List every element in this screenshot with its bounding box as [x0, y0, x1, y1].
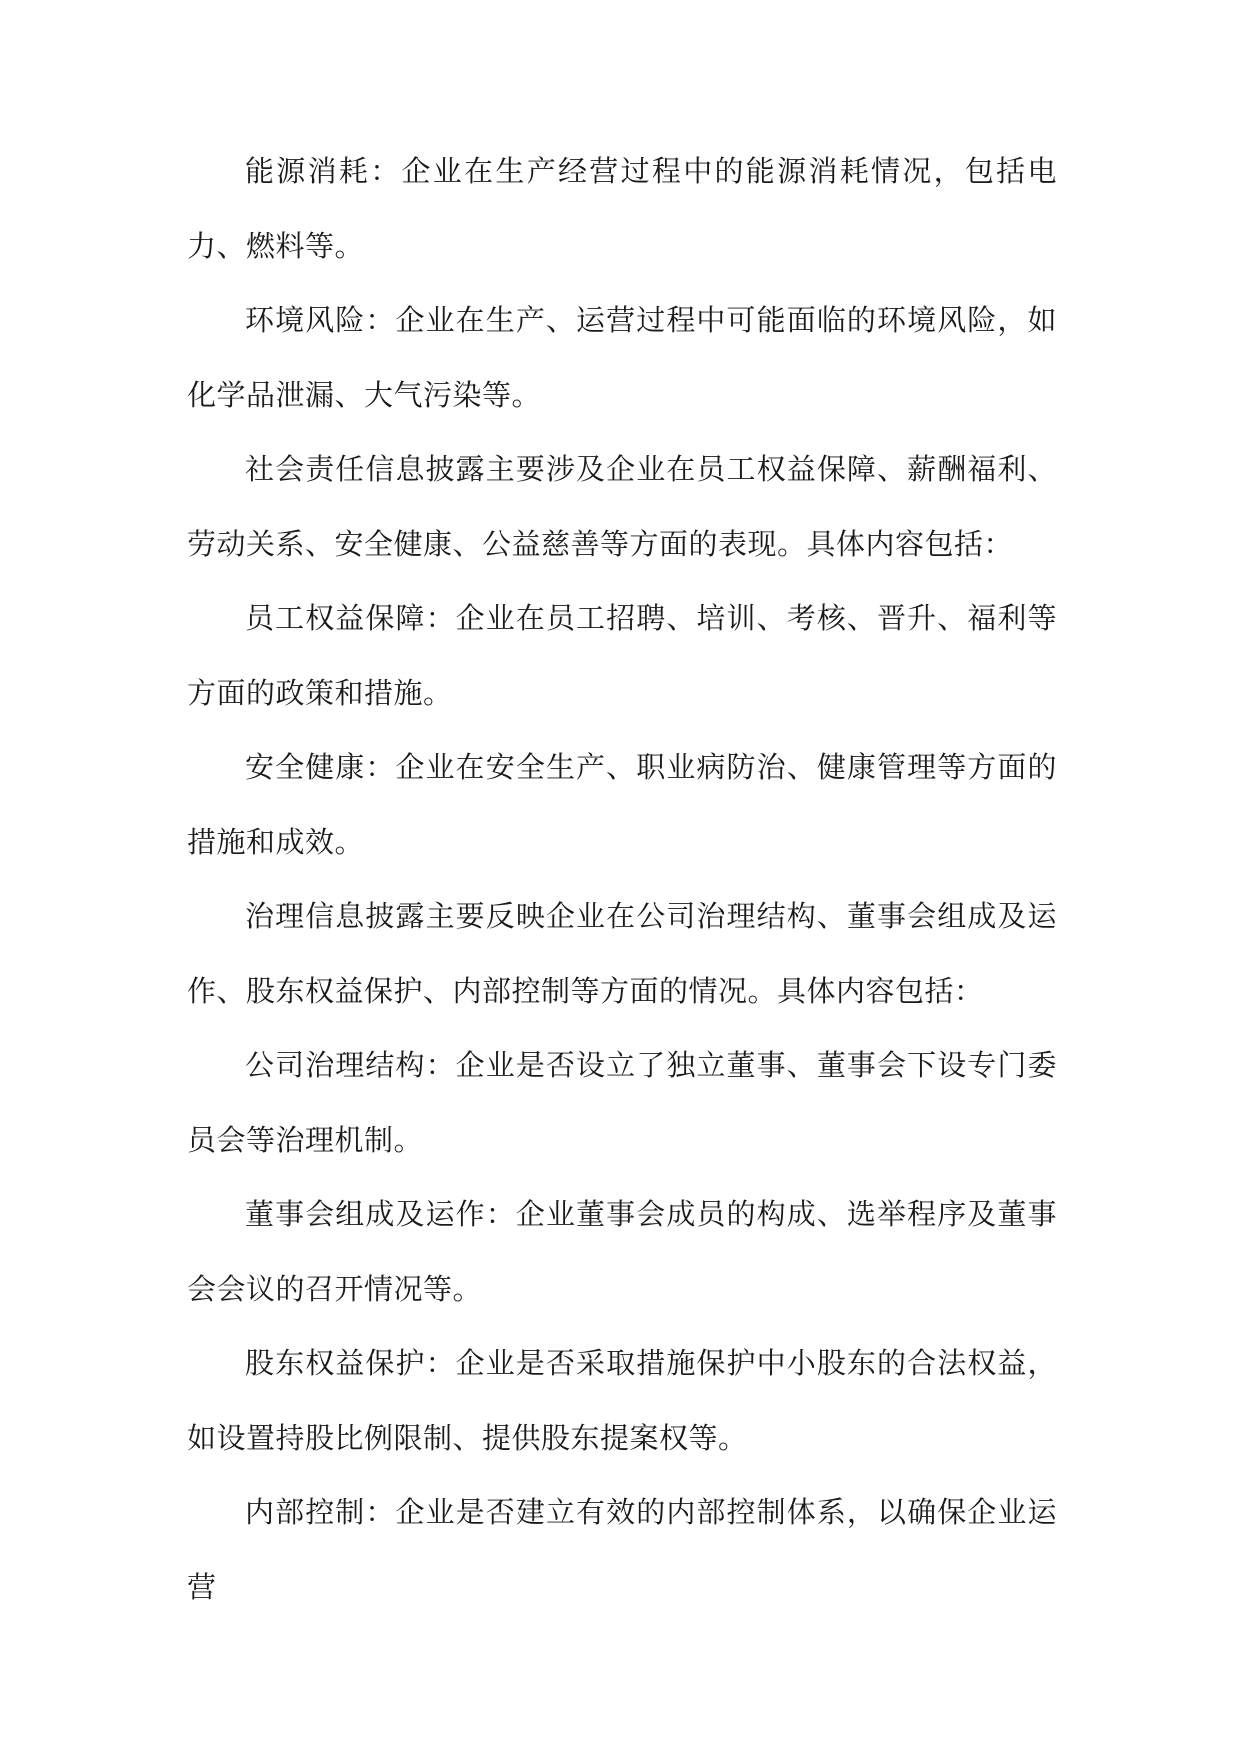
paragraph-energy-consumption: 能源消耗：企业在生产经营过程中的能源消耗情况，包括电力、燃料等。: [187, 154, 1057, 263]
paragraph-environmental-risk: 环境风险：企业在生产、运营过程中可能面临的环境风险，如化学品泄漏、大气污染等。: [187, 303, 1057, 412]
paragraph-internal-control: 内部控制：企业是否建立有效的内部控制体系，以确保企业运营: [187, 1495, 1057, 1604]
paragraph-governance-disclosure: 治理信息披露主要反映企业在公司治理结构、董事会组成及运作、股东权益保护、内部控制等方面的情况。具体内容包括：: [187, 899, 1057, 1008]
paragraph-social-responsibility: 社会责任信息披露主要涉及企业在员工权益保障、薪酬福利、劳动关系、安全健康、公益慈善等方面的表现。具体内容包括：: [187, 452, 1057, 561]
paragraph-safety-health: 安全健康：企业在安全生产、职业病防治、健康管理等方面的措施和成效。: [187, 750, 1057, 859]
paragraph-governance-structure: 公司治理结构：企业是否设立了独立董事、董事会下设专门委员会等治理机制。: [187, 1048, 1057, 1157]
paragraph-board-operation: 董事会组成及运作：企业董事会成员的构成、选举程序及董事会会议的召开情况等。: [187, 1197, 1057, 1306]
document-body: [187, 134, 1057, 1624]
paragraph-employee-rights: 员工权益保障：企业在员工招聘、培训、考核、晋升、福利等方面的政策和措施。: [187, 601, 1057, 710]
paragraph-shareholder-protection: 股东权益保护：企业是否采取措施保护中小股东的合法权益，如设置持股比例限制、提供股东提案权等。: [187, 1346, 1057, 1455]
